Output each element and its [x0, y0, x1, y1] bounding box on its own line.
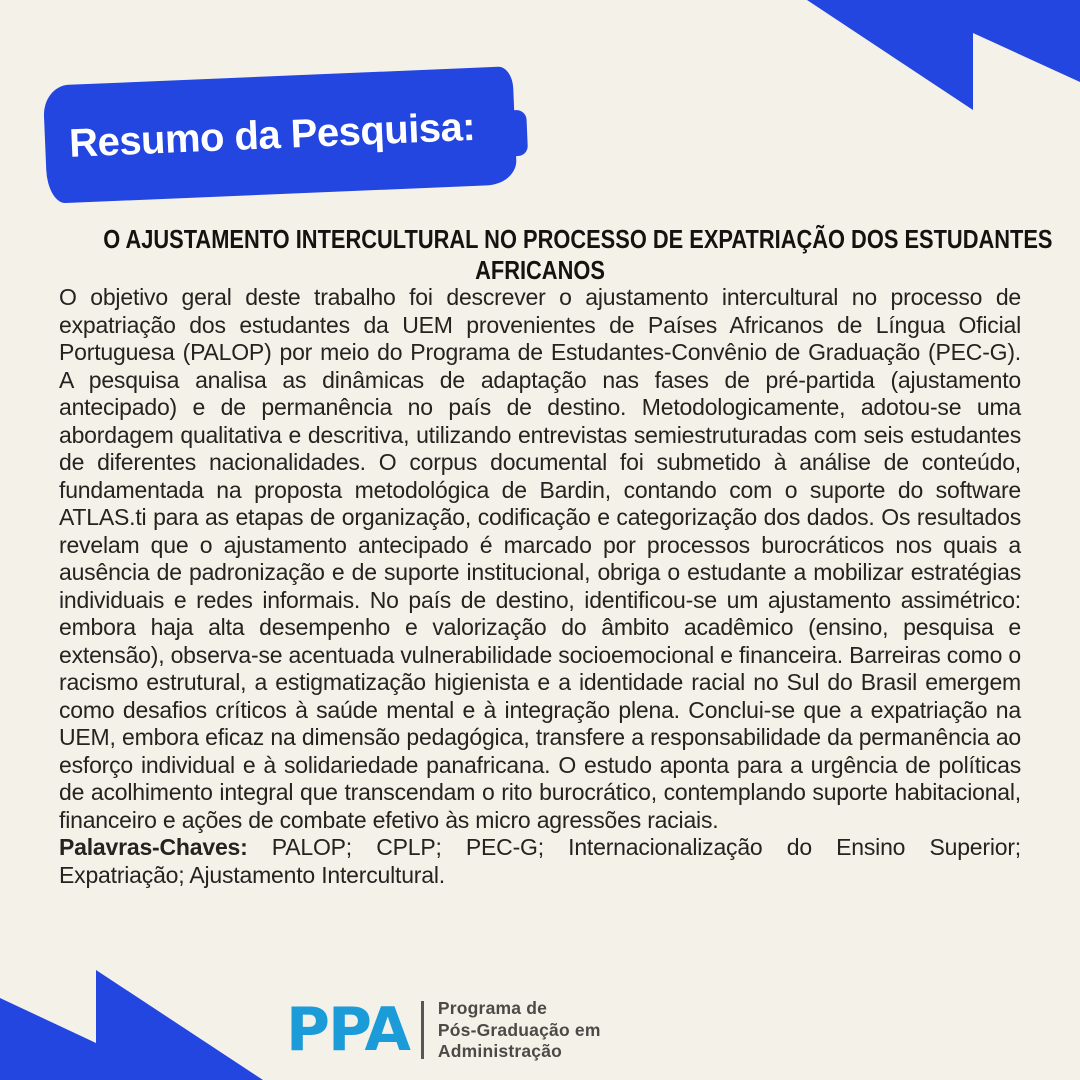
keywords-label: Palavras-Chaves: — [59, 834, 248, 860]
logo-text-line3: Administração — [437, 1041, 563, 1061]
bottom-left-zigzag-shape — [0, 970, 263, 1080]
badge-label: Resumo da Pesquisa: — [68, 104, 476, 166]
keywords-paragraph — [59, 834, 1021, 889]
logo-text-line2: Pós-Graduação em — [437, 1019, 601, 1040]
ppa-logo-text — [438, 998, 601, 1063]
title-line-1: O AJUSTAMENTO INTERCULTURAL NO PROCESSO DE EXPATRIAÇÃO DOS ESTUDANTES — [103, 224, 1053, 254]
logo-text-line1: Programa de — [437, 998, 548, 1018]
header-badge — [43, 66, 518, 204]
top-right-zigzag-shape — [807, 0, 1080, 110]
title-line-2: AFRICANOS — [475, 255, 605, 285]
body-copy — [59, 284, 1021, 889]
abstract-paragraph: O objetivo geral deste trabalho foi descrever o ajustamento intercultural no processo de expatriação dos estudantes da UEM provenientes de Países Africanos de Língua Oficial Portuguesa (PALOP) por meio do Programa de Estudantes-Convênio de Graduação (PEC-G). A pesquisa analisa as dinâmicas de adaptação nas fases de pré-partida (ajustamento antecipado) e de permanência no país de destino. Metodologicamente, adotou-se uma abordagem qualitativa e descritiva, utilizando entrevistas semiestruturadas com seis estudantes de diferentes nacionalidades. O corpus documental foi submetido à análise de conteúdo, fundamentada na proposta metodológica de Bardin, contando com o suporte do software ATLAS.ti para as etapas de organização, codificação e categorização dos dados. Os resultados revelam que o ajustamento antecipado é marcado por processos burocráticos nos quais a ausência de padronização e de suporte institucional, obriga o estudante a mobilizar estratégias individuais e redes informais. No país de destino, identificou-se um ajustamento assimétrico: embora haja alta desempenho e valorização do âmbito acadêmico (ensino, pesquisa e extensão), observa-se acentuada vulnerabilidade socioemocional e financeira. Barreiras como o racismo estrutural, a estigmatização higienista e a identidade racial no Sul do Brasil emergem como desafios críticos à saúde mental e à integração plena. Conclui-se que a expatriação na UEM, embora eficaz na dimensão pedagógica, transfere a responsabilidade da permanência ao esforço individual e à solidariedade panafricana. O estudo aponta para a urgência de políticas de acolhimento integral que transcendam o rito burocrático, contemplando suporte habitacional, financeiro e ações de combate efetivo às micro agressões raciais. — [59, 284, 1022, 833]
keywords-text: PALOP; CPLP; PEC-G; Internacionalização do Ensino Superior; Expatriação; Ajustamento Intercultural. — [59, 834, 1021, 888]
ppa-logo — [286, 995, 601, 1066]
ppa-logo-acronym: PPA — [286, 995, 409, 1066]
logo-divider-bar — [421, 1001, 424, 1059]
research-title — [20, 224, 1060, 286]
